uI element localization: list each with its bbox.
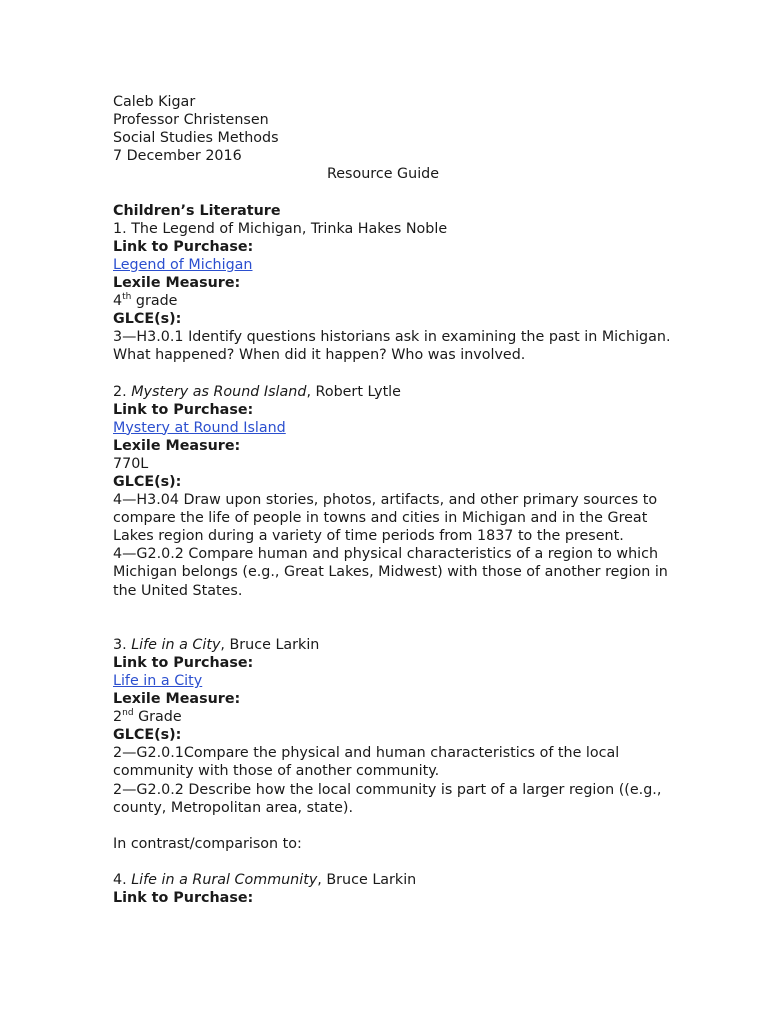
- glce-item: 2—G2.0.1Compare the physical and human characteristics of the local community with those of another community.: [113, 745, 620, 780]
- purchase-link[interactable]: Life in a City: [113, 673, 203, 689]
- course-name: Social Studies Methods: [113, 130, 279, 147]
- book-author: , Bruce Larkin: [220, 636, 320, 653]
- lexile-value: 2nd Grade: [113, 708, 182, 726]
- link-label: Link to Purchase:: [113, 654, 254, 671]
- lexile-label: Lexile Measure:: [113, 437, 241, 454]
- section-heading: Children’s Literature: [113, 202, 281, 219]
- entry-number: 3.: [113, 636, 132, 653]
- document-title: Resource Guide: [326, 166, 440, 183]
- book-title: Life in a City: [131, 636, 221, 653]
- lexile-label: Lexile Measure:: [113, 274, 241, 291]
- resource-entry-4: [113, 871, 673, 907]
- resource-entry-2: [113, 383, 673, 600]
- document-date: 7 December 2016: [113, 148, 242, 165]
- document-page: [113, 93, 673, 907]
- contrast-note: In contrast/comparison to:: [113, 835, 302, 852]
- entry-number: 1.: [113, 220, 132, 237]
- book-title: Life in a Rural Community: [131, 872, 318, 889]
- book-title: Mystery as Round Island: [131, 383, 307, 400]
- resource-entry-1: [113, 220, 673, 365]
- purchase-link[interactable]: Mystery at Round Island: [113, 419, 286, 436]
- entry-number: 2.: [113, 383, 132, 400]
- entry-number: 4.: [113, 872, 132, 889]
- link-label: Link to Purchase:: [113, 401, 254, 418]
- book-author: , Bruce Larkin: [317, 872, 417, 889]
- resource-entry-3: [113, 636, 673, 817]
- book-author: , Robert Lytle: [306, 383, 401, 400]
- glce-label: GLCE(s):: [113, 727, 182, 744]
- lexile-label: Lexile Measure:: [113, 691, 241, 708]
- student-name: Caleb Kigar: [113, 94, 196, 110]
- glce-item: 4—G2.0.2 Compare human and physical characteristics of a region to which Michigan belongs (e.g., Great Lakes, Midwest) with those of another region in the United States.: [113, 546, 668, 599]
- glce-label: GLCE(s):: [113, 473, 182, 490]
- link-label: Link to Purchase:: [113, 238, 254, 255]
- glce-item: 3—H3.0.1 Identify questions historians ask in examining the past in Michigan. What happened? When did it happen? Who was involved.: [113, 329, 671, 364]
- book-author: , Trinka Hakes Noble: [301, 220, 448, 237]
- purchase-link[interactable]: Legend of Michigan: [113, 256, 253, 273]
- entry-title-line: [113, 871, 673, 889]
- entry-title-line: [113, 636, 673, 654]
- entry-title-line: [113, 383, 673, 401]
- entry-title-line: [113, 220, 673, 238]
- lexile-value: 4th grade: [113, 292, 178, 310]
- book-title: The Legend of Michigan: [131, 220, 302, 237]
- link-label: Link to Purchase:: [113, 890, 254, 907]
- professor-name: Professor Christensen: [113, 112, 269, 129]
- glce-item: 4—H3.04 Draw upon stories, photos, artifacts, and other primary sources to compare the life of people in towns and cities in Michigan and in the Great Lakes region during a variety of time periods from 1837 to the present.: [113, 492, 658, 545]
- glce-label: GLCE(s):: [113, 311, 182, 328]
- glce-item: 2—G2.0.2 Describe how the local community is part of a larger region ((e.g., county, Metropolitan area, state).: [113, 781, 662, 816]
- lexile-value: 770L: [113, 455, 149, 472]
